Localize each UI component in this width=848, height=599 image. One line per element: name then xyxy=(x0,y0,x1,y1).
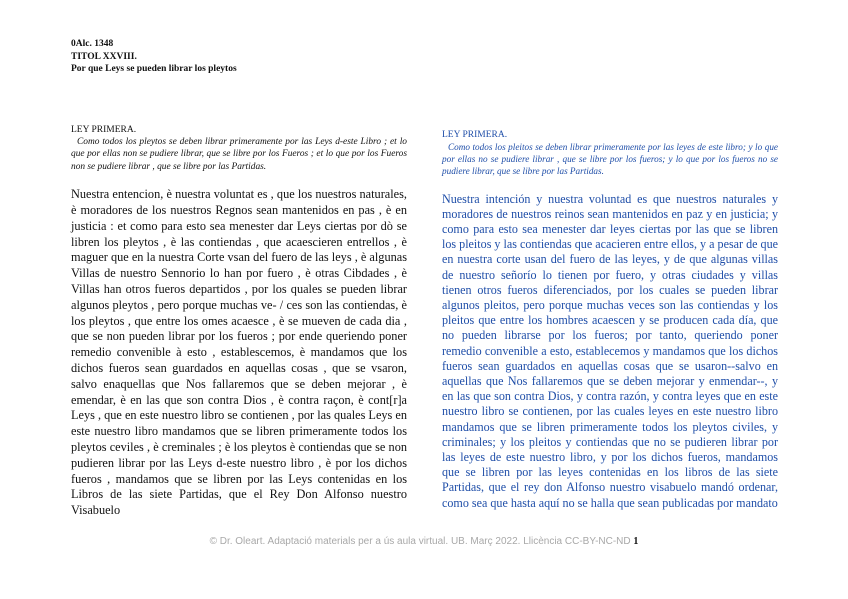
left-law-summary: Como todos los pleytos se deben librar primeramente por las Leys d-este Libro ; et lo que por ellas non se pudiere librar, que se libre por los Fueros ; et lo que por los Fueros non se pudiere librar , que se libre por las Partidas. xyxy=(71,137,407,172)
left-law-body: Nuestra entencion, è nuestra voluntat es , que los nuestros naturales, è moradores de los nuestros Regnos sean mantenidos en pas , è en justicia : et como para esto sea menester dar Leys ciertas por dò se libren los pleytos , è las contiendas , que acaescieren entrellos , è maguer que en la nuestra Corte vsan del fuero de las leys , è algunas Villas de nuestro Sennorio lo han por fuero , è otras Cibdades , è Villas han otros fueros departidos , por los quales se pueden librar algunos pleytos , pero porque muchas ve- / ces son las contiendas, è los pleytos , que entre los omes acaesce , è se mueven de cada dia , que se non pueden librar por los fueros ; por ende queriendo poner remedio convenible à esto , establescemos, è mandamos que los dichos fueros sean guardados en aquellas cosas , que se vsaron, salvo enaquellas que Nos fallaremos que se deben mejorar , è emendar, è en las que son contra Dios , è contra raçon, è cont[r]a Leys , que en este nuestro libro se contienen , por las quales Leys en este nuestro libro mandamos que se libren primeramente todos los pleytos ceviles , è creminales ; è los pleytos è contiendas que se non pudieren librar por las Leys d-este nuestro libro , è por los dichos fueros , mandamos que se libren por las Leys contenidas en los Libros de las siete Partidas, que el Rey Don Alfonso nuestro Visabuelo xyxy=(71,187,408,518)
footer-license-text: © Dr. Oleart. Adaptació materials per a ús aula virtual. UB. Març 2022. Llicència CC-BY-NC-ND xyxy=(209,536,631,547)
left-law-title: LEY PRIMERA. xyxy=(71,125,137,135)
header-line-3: Por que Leys se pueden librar los pleytos xyxy=(71,64,237,74)
right-law-body: Nuestra intención y nuestra voluntad es que nuestros naturales y moradores de nuestros reinos sean mantenidos en paz y en justicia; y como para esto sea menester dar leyes ciertas por las que se libren los pleitos y las contiendas que acacieren entre ellos, y a pesar de que en nuestra corte usan del fuero de las leyes, y de que algunas villas de nuestro señorío lo tienen por fuero, y otras ciudades y villas tienen otros fueros diferenciados, por los cuales se pueden librar algunos pleitos, pero porque muchas veces son las contiendas y los pleitos que entre los hombres acaescen y se producen cada día, que no pueden librarse por los fueros; por tanto, queriendo poner remedio convenible a esto, establecemos y mandamos que los dichos fueros sean guardados en aquellas cosas que se usaron--salvo en aquellas que Nos fallaremos que se deben mejorar y enmendar--, y en las que son contra Dios, y contra razón, y contra leyes que en este nuestro libro se contienen, por las cuales leyes en este nuestro libro mandamos que se libren primeramente todos los pleytos civiles, y criminales; y los pleitos y contiendas que no se pudieren librar por las leyes de este nuestro libro, y por los dichos fueros, mandamos que se libren por las leyes contenidas en los libros de las siete Partidas, que el rey don Alfonso nuestro visabuelo mandó ordenar, como sea que hasta aquí no se halla que sean publicadas por mandato xyxy=(442,191,778,510)
page-footer xyxy=(0,536,848,547)
header-line-1: 0Alc. 1348 xyxy=(71,39,114,49)
modern-text-column xyxy=(442,129,778,511)
document-header xyxy=(71,38,391,76)
right-law-title: LEY PRIMERA. xyxy=(442,130,508,140)
page-number: 1 xyxy=(633,536,639,547)
header-line-2: TITOL XXVIII. xyxy=(71,51,137,62)
right-law-summary: Como todos los pleitos se deben librar primeramente por las leyes de este libro; y lo que por ellas no se pudiere librar , que se libre por los fueros; y lo que por los fueros no se pudiere librar, que se libre por las Partidas. xyxy=(442,142,778,177)
original-text-column xyxy=(71,124,407,519)
